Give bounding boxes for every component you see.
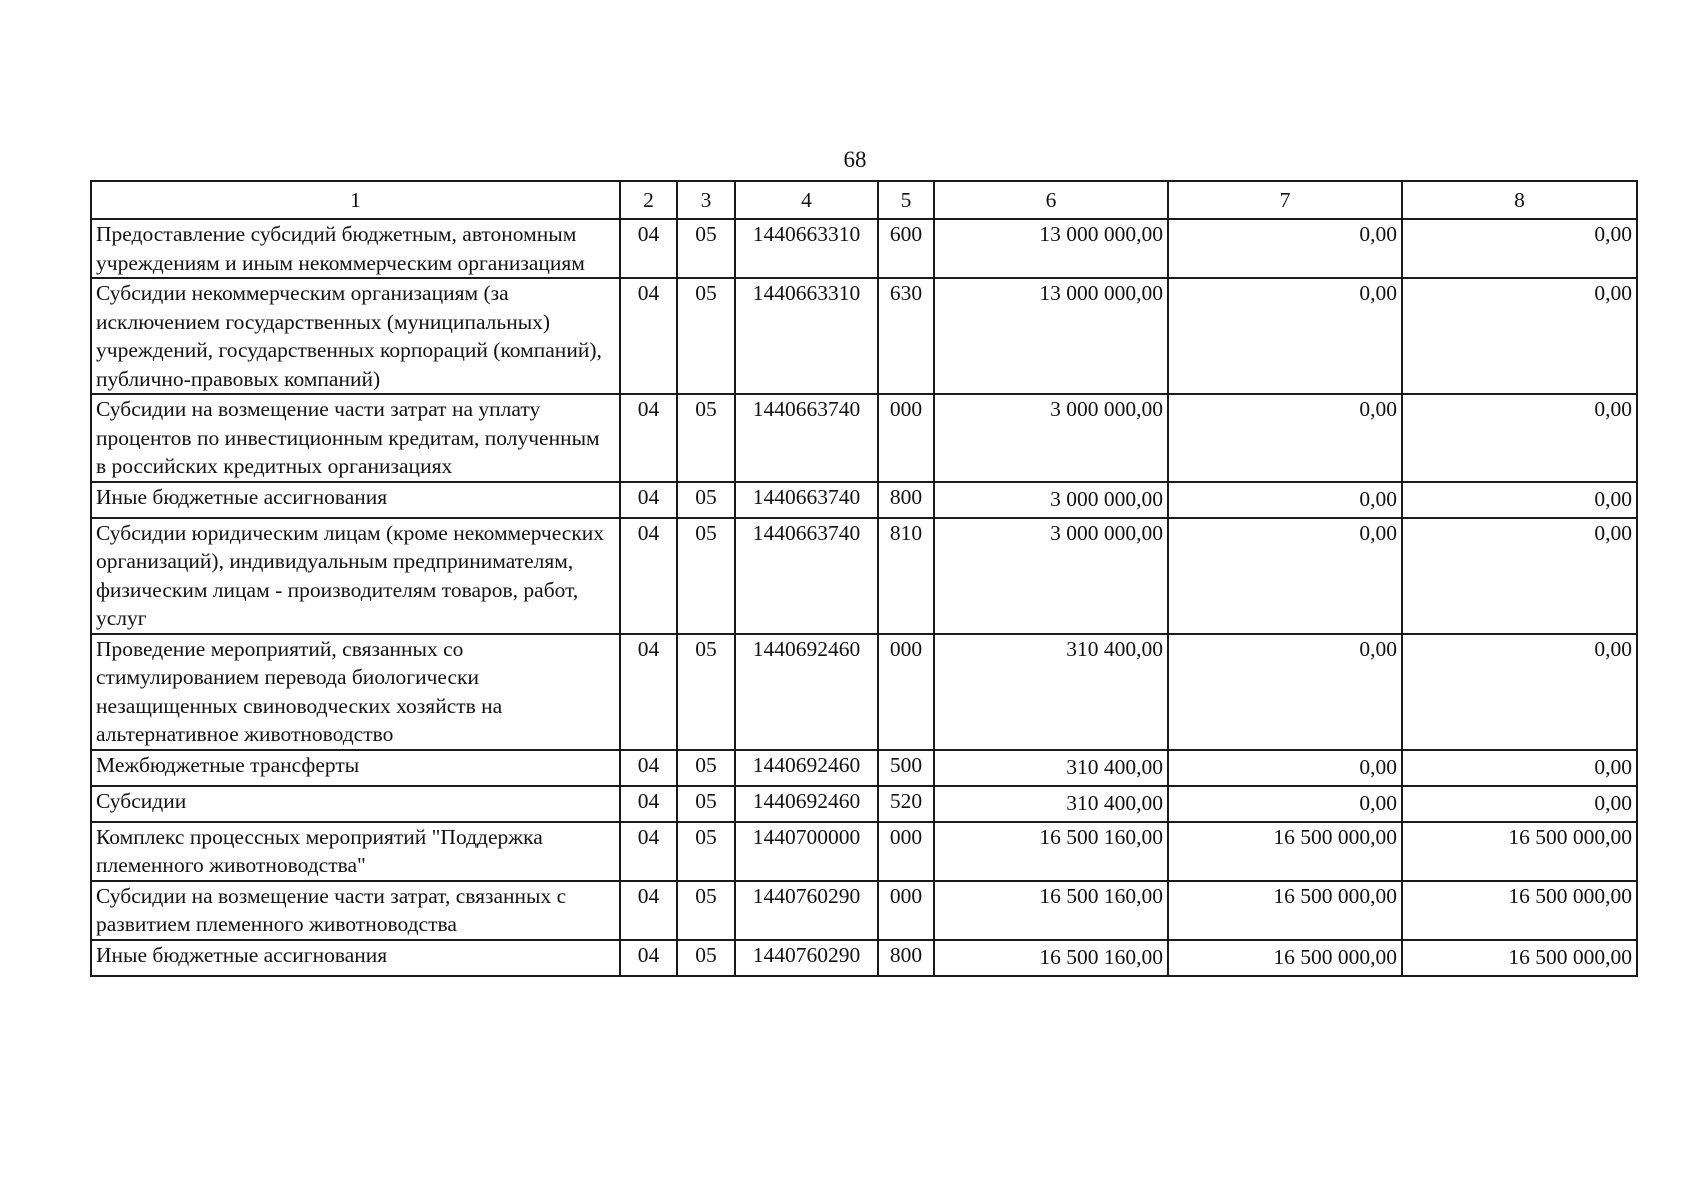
row-name: Иные бюджетные ассигнования	[91, 482, 620, 518]
column-header: 1	[91, 181, 620, 219]
cell-expense-type: 520	[878, 786, 934, 822]
cell-target-code: 1440663740	[735, 518, 878, 634]
cell-section: 04	[620, 219, 677, 278]
cell-target-code: 1440692460	[735, 750, 878, 786]
row-name: Субсидии	[91, 786, 620, 822]
cell-amount-8: 0,00	[1402, 634, 1637, 750]
cell-subsection: 05	[677, 634, 735, 750]
row-name: Комплекс процессных мероприятий "Поддержка племенного животноводства"	[91, 822, 620, 881]
cell-amount-6: 13 000 000,00	[934, 219, 1168, 278]
cell-target-code: 1440760290	[735, 881, 878, 940]
cell-target-code: 1440663310	[735, 219, 878, 278]
cell-expense-type: 000	[878, 881, 934, 940]
cell-amount-8: 0,00	[1402, 786, 1637, 822]
cell-subsection: 05	[677, 750, 735, 786]
row-name: Иные бюджетные ассигнования	[91, 940, 620, 976]
table-row	[91, 278, 1637, 394]
column-header: 6	[934, 181, 1168, 219]
row-name: Субсидии некоммерческим организациям (за исключением государственных (муниципальных) учреждений, государственных корпораций (компаний), публично-правовых компаний)	[91, 278, 620, 394]
cell-section: 04	[620, 940, 677, 976]
cell-amount-7: 0,00	[1168, 750, 1402, 786]
cell-subsection: 05	[677, 822, 735, 881]
cell-amount-7: 16 500 000,00	[1168, 881, 1402, 940]
table-row	[91, 394, 1637, 482]
cell-subsection: 05	[677, 278, 735, 394]
column-header: 4	[735, 181, 878, 219]
table-row	[91, 750, 1637, 786]
cell-expense-type: 500	[878, 750, 934, 786]
cell-amount-7: 0,00	[1168, 786, 1402, 822]
cell-target-code: 1440663310	[735, 278, 878, 394]
cell-section: 04	[620, 750, 677, 786]
cell-section: 04	[620, 518, 677, 634]
cell-amount-7: 0,00	[1168, 634, 1402, 750]
row-name: Субсидии на возмещение части затрат, связанных с развитием племенного животноводства	[91, 881, 620, 940]
table-row	[91, 822, 1637, 881]
cell-amount-6: 3 000 000,00	[934, 482, 1168, 518]
cell-target-code: 1440663740	[735, 394, 878, 482]
column-header: 3	[677, 181, 735, 219]
row-name: Субсидии на возмещение части затрат на уплату процентов по инвестиционным кредитам, полученным в российских кредитных организациях	[91, 394, 620, 482]
cell-target-code: 1440692460	[735, 786, 878, 822]
cell-section: 04	[620, 634, 677, 750]
cell-subsection: 05	[677, 219, 735, 278]
column-header: 5	[878, 181, 934, 219]
cell-amount-6: 3 000 000,00	[934, 394, 1168, 482]
cell-amount-7: 0,00	[1168, 518, 1402, 634]
cell-amount-6: 310 400,00	[934, 786, 1168, 822]
cell-expense-type: 630	[878, 278, 934, 394]
table-row	[91, 518, 1637, 634]
budget-table	[90, 180, 1638, 977]
table-row	[91, 219, 1637, 278]
table-row	[91, 881, 1637, 940]
cell-target-code: 1440760290	[735, 940, 878, 976]
page-number: 68	[843, 147, 867, 172]
cell-subsection: 05	[677, 786, 735, 822]
cell-target-code: 1440663740	[735, 482, 878, 518]
cell-amount-8: 0,00	[1402, 482, 1637, 518]
cell-expense-type: 800	[878, 482, 934, 518]
cell-amount-8: 16 500 000,00	[1402, 822, 1637, 881]
table-row	[91, 786, 1637, 822]
cell-amount-6: 310 400,00	[934, 634, 1168, 750]
column-header: 2	[620, 181, 677, 219]
cell-section: 04	[620, 394, 677, 482]
cell-amount-6: 3 000 000,00	[934, 518, 1168, 634]
cell-amount-8: 0,00	[1402, 518, 1637, 634]
cell-expense-type: 000	[878, 822, 934, 881]
cell-subsection: 05	[677, 394, 735, 482]
table-row	[91, 940, 1637, 976]
column-header: 8	[1402, 181, 1637, 219]
cell-expense-type: 810	[878, 518, 934, 634]
header-row	[91, 181, 1637, 219]
cell-section: 04	[620, 881, 677, 940]
cell-section: 04	[620, 822, 677, 881]
cell-amount-6: 16 500 160,00	[934, 822, 1168, 881]
cell-amount-8: 0,00	[1402, 278, 1637, 394]
cell-section: 04	[620, 786, 677, 822]
cell-expense-type: 000	[878, 634, 934, 750]
cell-section: 04	[620, 278, 677, 394]
cell-amount-8: 0,00	[1402, 394, 1637, 482]
cell-expense-type: 000	[878, 394, 934, 482]
row-name: Межбюджетные трансферты	[91, 750, 620, 786]
cell-amount-8: 16 500 000,00	[1402, 940, 1637, 976]
cell-subsection: 05	[677, 940, 735, 976]
cell-section: 04	[620, 482, 677, 518]
cell-amount-7: 0,00	[1168, 394, 1402, 482]
cell-amount-7: 0,00	[1168, 219, 1402, 278]
cell-amount-8: 16 500 000,00	[1402, 881, 1637, 940]
cell-amount-6: 16 500 160,00	[934, 940, 1168, 976]
cell-amount-8: 0,00	[1402, 219, 1637, 278]
cell-amount-6: 13 000 000,00	[934, 278, 1168, 394]
cell-amount-6: 310 400,00	[934, 750, 1168, 786]
row-name: Субсидии юридическим лицам (кроме некоммерческих организаций), индивидуальным предпринимателям, физическим лицам - производителям товаров, работ, услуг	[91, 518, 620, 634]
cell-amount-6: 16 500 160,00	[934, 881, 1168, 940]
table-row	[91, 634, 1637, 750]
column-header: 7	[1168, 181, 1402, 219]
cell-subsection: 05	[677, 482, 735, 518]
cell-amount-8: 0,00	[1402, 750, 1637, 786]
row-name: Проведение мероприятий, связанных со стимулированием перевода биологически незащищенных свиноводческих хозяйств на альтернативное животноводство	[91, 634, 620, 750]
cell-expense-type: 600	[878, 219, 934, 278]
cell-subsection: 05	[677, 518, 735, 634]
row-name: Предоставление субсидий бюджетным, автономным учреждениям и иным некоммерческим организациям	[91, 219, 620, 278]
table-row	[91, 482, 1637, 518]
cell-subsection: 05	[677, 881, 735, 940]
cell-amount-7: 0,00	[1168, 278, 1402, 394]
cell-target-code: 1440700000	[735, 822, 878, 881]
cell-expense-type: 800	[878, 940, 934, 976]
cell-amount-7: 16 500 000,00	[1168, 822, 1402, 881]
cell-amount-7: 0,00	[1168, 482, 1402, 518]
cell-amount-7: 16 500 000,00	[1168, 940, 1402, 976]
cell-target-code: 1440692460	[735, 634, 878, 750]
